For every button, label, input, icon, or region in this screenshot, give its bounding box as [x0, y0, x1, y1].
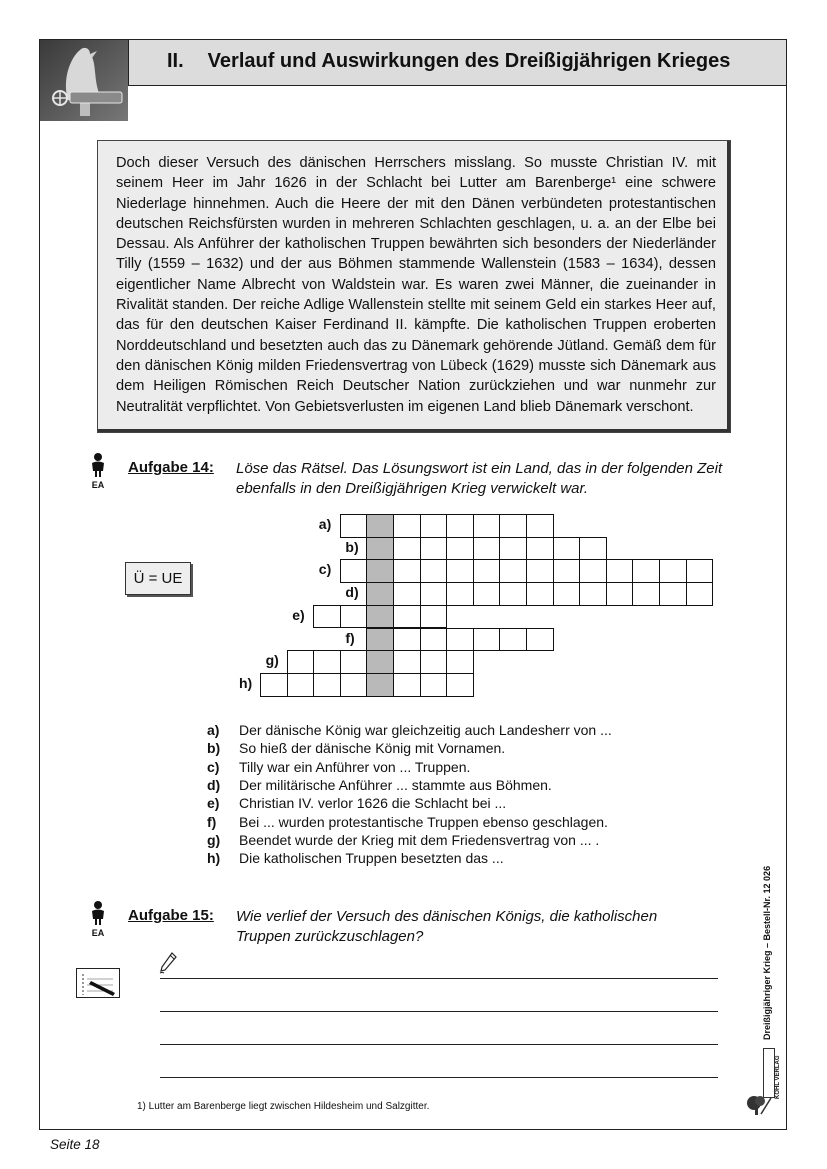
crossword-cell[interactable]	[446, 628, 474, 652]
crossword-cell[interactable]	[420, 537, 448, 561]
clue-text: Bei ... wurden protestantische Truppen ebenso geschlagen.	[239, 813, 608, 830]
crossword-cell[interactable]	[313, 673, 341, 697]
crossword-row-label: c)	[318, 561, 332, 578]
task14-text: Löse das Rätsel. Das Lösungswort ist ein Land, das in der folgenden Zeit ebenfalls in den Dreißigjährigen Krieg verwickelt war.	[236, 460, 723, 497]
crossword-cell[interactable]	[393, 582, 421, 606]
crossword-cell[interactable]	[313, 650, 341, 674]
crossword-cell[interactable]	[473, 628, 501, 652]
crossword-cell[interactable]	[393, 673, 421, 697]
clue-text: Tilly war ein Anführer von ... Truppen.	[239, 758, 471, 775]
crossword-cell[interactable]	[340, 673, 368, 697]
answer-line[interactable]	[160, 1011, 718, 1012]
crossword-cell[interactable]	[606, 559, 634, 583]
crossword-cell[interactable]	[499, 559, 527, 583]
crossword-cell[interactable]	[446, 514, 474, 538]
clue-letter: b)	[207, 740, 221, 757]
intro-text: Doch dieser Versuch des dänischen Herrschers misslang. So musste Christian IV. mit seinem Heer im Jahr 1626 in der Schlacht bei Lutter am Barenberge¹ eine schwere Niederlage hinnehmen. Auch die Heere der mit den Dänen verbündeten protestantischen deutschen Reichsfürsten wurden in mehreren Schlachten geschlagen, u. a. an der Elbe bei Dessau. Als Anführer der katholischen Truppen bewährten sich besonders der Niederländer Tilly (1559 – 1632) und der aus Böhmen stammende Wallenstein (1583 – 1634), dessen eigentlicher Name Albrecht von Waldstein war. Es waren zwei Männer, die zueinander in Rivalität standen. Der reiche Adlige Wallenstein stellte mit seinem Geld ein starkes Heer auf, das für den deutschen Kaiser Ferdinand II. kämpfte. Die katholischen Truppen eroberten Norddeutschland und besetzten auch das zu Dänemark gehörende Jütland. Gemäß dem für den dänischen König milden Friedensvertrag von Lübeck (1629) musste sich Dänemark aus dem Heiligen Römischen Reich Deutscher Nation zurückziehen und war nunmehr zur Neutralität verpflichtet. Von Gebietsverlusten im eigenen Land blieb Dänemark verschont.	[116, 155, 716, 415]
crossword-solution-cell[interactable]	[366, 582, 394, 606]
crossword-cell[interactable]	[499, 628, 527, 652]
clue-item	[207, 721, 612, 739]
crossword-row-label: b)	[345, 538, 359, 555]
crossword-cell[interactable]	[473, 559, 501, 583]
crossword-cell[interactable]	[340, 650, 368, 674]
crossword-solution-cell[interactable]	[366, 673, 394, 697]
clue-text: Christian IV. verlor 1626 die Schlacht bei ...	[239, 795, 507, 812]
crossword-cell[interactable]	[659, 559, 687, 583]
ea-label: EA	[91, 928, 105, 938]
publisher-logo	[763, 1048, 781, 1099]
crossword-cell[interactable]	[313, 605, 341, 629]
clue-letter: c)	[207, 758, 220, 775]
crossword-cell[interactable]	[393, 605, 421, 629]
clue-text: Der dänische König war gleichzeitig auch Landesherr von ...	[239, 722, 612, 738]
crossword-cell[interactable]	[420, 628, 448, 652]
crossword-cell[interactable]	[420, 559, 448, 583]
crossword-row-label: a)	[318, 516, 332, 532]
crossword-cell[interactable]	[340, 559, 368, 583]
umlaut-hint-box: Ü = UE	[125, 562, 191, 595]
task15-badge	[88, 900, 118, 942]
crossword-cell[interactable]	[526, 514, 554, 538]
ea-label: EA	[91, 480, 105, 490]
crossword-cell[interactable]	[579, 559, 607, 583]
crossword-solution-cell[interactable]	[366, 650, 394, 674]
side-order-info: Dreißigjähriger Krieg – Bestell-Nr. 12 026	[762, 865, 772, 1040]
crossword-cell[interactable]	[393, 628, 421, 652]
crossword-solution-cell[interactable]	[366, 537, 394, 561]
crossword-row-label: f)	[345, 629, 355, 646]
clue-letter: h)	[207, 850, 221, 867]
section-title: Verlauf und Auswirkungen des Dreißigjährigen Krieges	[207, 50, 731, 72]
clue-letter: a)	[207, 722, 220, 738]
header-bar	[128, 40, 786, 86]
crossword-cell[interactable]	[393, 514, 421, 538]
clue-letter: e)	[207, 795, 220, 812]
crossword-cell[interactable]	[393, 650, 421, 674]
crossword-row-label: e)	[292, 606, 305, 623]
answer-line[interactable]	[160, 1044, 718, 1045]
clue-item	[207, 849, 504, 867]
crossword-cell[interactable]	[632, 582, 660, 606]
footnote: 1) Lutter am Barenberge liegt zwischen Hildesheim und Salzgitter.	[137, 1101, 430, 1112]
crossword-solution-cell[interactable]	[366, 514, 394, 538]
crossword-cell[interactable]	[420, 582, 448, 606]
crossword-cell[interactable]	[260, 673, 288, 697]
crossword-cell[interactable]	[446, 650, 474, 674]
crossword-cell[interactable]	[393, 537, 421, 561]
crossword-cell[interactable]	[446, 537, 474, 561]
crossword-solution-cell[interactable]	[366, 605, 394, 629]
crossword-cell[interactable]	[446, 559, 474, 583]
crossword-cell[interactable]	[420, 514, 448, 538]
clue-item	[207, 758, 470, 776]
crossword-cell[interactable]	[287, 650, 315, 674]
crossword-cell[interactable]	[340, 605, 368, 629]
crossword-solution-cell[interactable]	[366, 628, 394, 652]
crossword-cell[interactable]	[420, 605, 448, 629]
answer-line[interactable]	[160, 978, 718, 979]
crossword-cell[interactable]	[526, 537, 554, 561]
crossword-cell[interactable]	[526, 628, 554, 652]
clue-letter: f)	[207, 813, 217, 830]
crossword-cell[interactable]	[553, 559, 581, 583]
crossword-cell[interactable]	[579, 582, 607, 606]
crossword-cell[interactable]	[499, 582, 527, 606]
clue-item	[207, 831, 599, 849]
dove-sculpture-peace-icon	[40, 40, 128, 121]
crossword-cell[interactable]	[606, 582, 634, 606]
clue-text: Beendet wurde der Krieg mit dem Friedensvertrag von ... .	[239, 831, 600, 848]
crossword-cell[interactable]	[526, 582, 554, 606]
clue-letter: d)	[207, 776, 221, 793]
crossword-cell[interactable]	[473, 582, 501, 606]
crossword-cell[interactable]	[686, 582, 714, 606]
crossword-cell[interactable]	[553, 582, 581, 606]
crossword-solution-cell[interactable]	[366, 559, 394, 583]
task14-badge	[88, 452, 118, 494]
task15-text: Wie verlief der Versuch des dänischen Königs, die katholischen Truppen zurückzuschlagen?	[236, 908, 658, 945]
section-number: II.	[167, 50, 184, 72]
answer-line[interactable]	[160, 1077, 718, 1078]
clue-item	[207, 739, 505, 757]
crossword-cell[interactable]	[446, 673, 474, 697]
crossword-cell[interactable]	[686, 559, 714, 583]
clue-item	[207, 776, 552, 794]
crossword-cell[interactable]	[287, 673, 315, 697]
crossword-cell[interactable]	[659, 582, 687, 606]
page-number: Seite 18	[50, 1137, 100, 1152]
crossword-cell[interactable]	[579, 537, 607, 561]
crossword-row-label: h)	[239, 674, 253, 691]
notepad-pen-icon	[76, 968, 120, 998]
crossword-cell[interactable]	[499, 537, 527, 561]
publisher-name: KOHL VERLAG	[775, 1055, 781, 1099]
page-title	[167, 50, 730, 73]
crossword-cell[interactable]	[473, 514, 501, 538]
person-icon	[88, 452, 108, 478]
pencil-icon	[158, 951, 178, 975]
clue-text: Die katholischen Truppen besetzten das ...	[239, 850, 504, 867]
crossword-cell[interactable]	[473, 537, 501, 561]
crossword-row-label: g)	[265, 652, 279, 669]
clue-item	[207, 794, 506, 812]
clue-text: So hieß der dänische König mit Vornamen.	[239, 740, 506, 757]
header-logo	[40, 40, 128, 121]
intro-text-box	[97, 140, 731, 433]
crossword-cell[interactable]	[446, 582, 474, 606]
task15-label: Aufgabe 15:	[128, 907, 214, 924]
crossword-cell[interactable]	[393, 559, 421, 583]
crossword-cell[interactable]	[420, 673, 448, 697]
crossword-cell[interactable]	[553, 537, 581, 561]
task14-label: Aufgabe 14:	[128, 459, 214, 476]
crossword-cell[interactable]	[420, 650, 448, 674]
crossword-cell[interactable]	[340, 514, 368, 538]
person-icon	[88, 900, 108, 926]
crossword-row-label: d)	[345, 584, 359, 601]
crossword-cell[interactable]	[499, 514, 527, 538]
crossword-cell[interactable]	[632, 559, 660, 583]
clue-item	[207, 813, 608, 831]
crossword-cell[interactable]	[526, 559, 554, 583]
clue-letter: g)	[207, 831, 221, 848]
tree-logo-icon	[745, 1094, 775, 1116]
clue-text: Der militärische Anführer ... stammte aus Böhmen.	[239, 776, 552, 793]
